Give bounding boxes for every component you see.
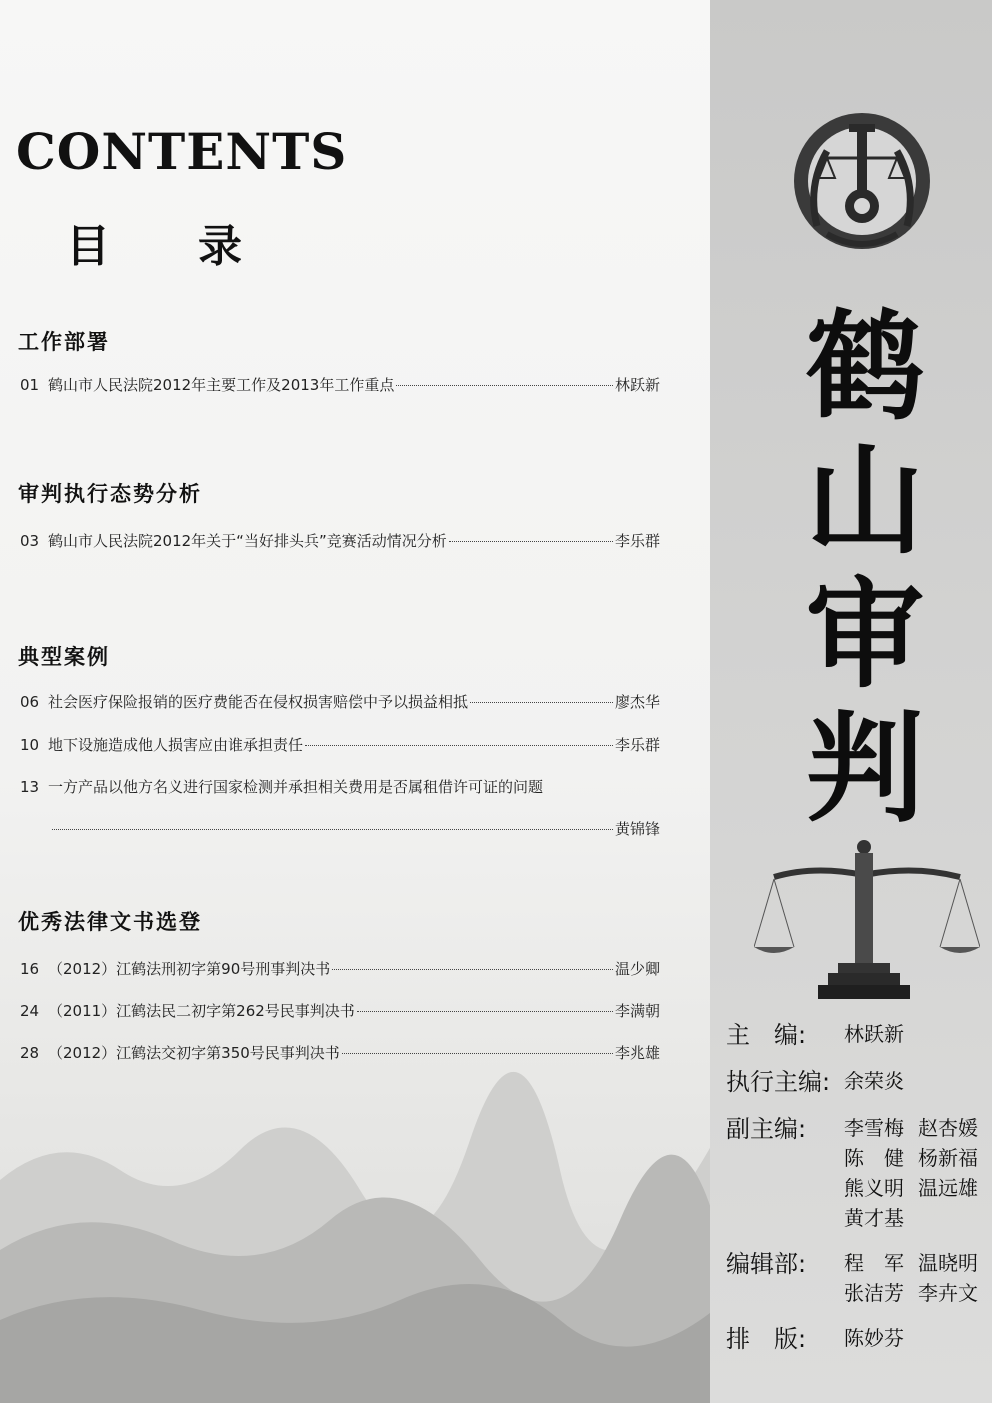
staff-name: 杨新福 [918, 1146, 978, 1170]
section-title: 典型案例 [18, 645, 110, 669]
leader-dots [305, 745, 613, 746]
leader-dots [396, 385, 613, 386]
staff-row-chief-editor [726, 1015, 992, 1050]
section-title: 优秀法律文书选登 [18, 910, 202, 934]
magazine-title-vertical [800, 297, 930, 838]
entry-author: 黄锦锋 [614, 820, 660, 838]
entry-author: 廖杰华 [614, 693, 660, 711]
entry-page: 06 [20, 693, 40, 711]
court-emblem-icon [787, 106, 937, 256]
toc-entry[interactable] [20, 958, 660, 982]
entry-author: 李乐群 [614, 736, 660, 754]
toc-entry[interactable] [20, 374, 660, 398]
staff-name: 张洁芳 [844, 1281, 904, 1305]
entry-page: 28 [20, 1044, 40, 1062]
entry-title: 鹤山市人民法院2012年关于“当好排头兵”竞赛活动情况分析 [48, 532, 447, 550]
staff-name: 程 军 [844, 1251, 904, 1275]
staff-row-editorial-dept [726, 1244, 992, 1307]
staff-row-executive-editor [726, 1062, 992, 1097]
toc-entry-continuation[interactable] [50, 818, 660, 842]
staff-name: 李卉文 [918, 1281, 978, 1305]
leader-dots [357, 1011, 613, 1012]
staff-role: 副主编: [726, 1115, 807, 1143]
entry-page: 03 [20, 532, 40, 550]
title-char: 鹤 [805, 297, 924, 436]
title-char: 判 [805, 699, 924, 838]
leader-dots [470, 702, 613, 703]
landscape-painting-image [0, 1020, 720, 1403]
staff-role: 排 版: [726, 1325, 807, 1353]
leader-dots [342, 1053, 613, 1054]
staff-names [844, 1244, 992, 1307]
entry-page: 10 [20, 736, 40, 754]
leader-dots [332, 969, 613, 970]
staff-role: 编辑部: [726, 1250, 807, 1278]
staff-names [844, 1015, 992, 1048]
leader-dots [449, 541, 613, 542]
section-title: 工作部署 [18, 330, 110, 354]
staff-name: 陈 健 [844, 1146, 904, 1170]
staff-name: 赵杏媛 [918, 1116, 978, 1140]
title-char: 审 [805, 565, 924, 704]
entry-author: 李兆雄 [614, 1044, 660, 1062]
staff-row-deputy-editors [726, 1109, 992, 1232]
entry-title: 地下设施造成他人损害应由谁承担责任 [48, 736, 304, 754]
toc-entry[interactable] [20, 1000, 660, 1024]
staff-credits [726, 1015, 992, 1366]
staff-name: 李雪梅 [844, 1116, 904, 1140]
staff-name: 陈妙芬 [844, 1326, 904, 1350]
leader-dots [52, 829, 613, 830]
staff-name: 黄才基 [844, 1206, 904, 1230]
entry-title: （2011）江鹤法民二初字第262号民事判决书 [48, 1002, 355, 1020]
staff-names [844, 1062, 992, 1095]
entry-page: 13 [20, 778, 40, 796]
entry-page: 16 [20, 960, 40, 978]
toc-entry[interactable] [20, 1042, 660, 1066]
staff-role: 执行主编: [726, 1068, 831, 1096]
staff-names [844, 1109, 992, 1232]
staff-name: 熊义明 [844, 1176, 904, 1200]
entry-title: （2012）江鹤法刑初字第90号刑事判决书 [48, 960, 331, 978]
entry-author: 李乐群 [614, 532, 660, 550]
entry-title: （2012）江鹤法交初字第350号民事判决书 [48, 1044, 340, 1062]
entry-title: 一方产品以他方名义进行国家检测并承担相关费用是否属租借许可证的问题 [48, 778, 544, 796]
contents-heading: CONTENTS [16, 122, 348, 181]
toc-entry[interactable] [20, 734, 660, 758]
toc-entry[interactable] [20, 530, 660, 554]
staff-name: 林跃新 [844, 1022, 904, 1046]
entry-author: 李满朝 [614, 1002, 660, 1020]
mulu-heading: 目录 [66, 221, 330, 272]
staff-name: 温晓明 [918, 1251, 978, 1275]
entry-title: 社会医疗保险报销的医疗费能否在侵权损害赔偿中予以损益相抵 [48, 693, 469, 711]
toc-entry[interactable] [20, 776, 660, 800]
entry-author: 林跃新 [614, 376, 660, 394]
staff-name: 温远雄 [918, 1176, 978, 1200]
entry-page: 01 [20, 376, 40, 394]
staff-name: 余荣炎 [844, 1069, 904, 1093]
entry-page: 24 [20, 1002, 40, 1020]
section-title: 审判执行态势分析 [18, 482, 202, 506]
entry-title: 鹤山市人民法院2012年主要工作及2013年工作重点 [48, 376, 395, 394]
entry-author: 温少卿 [614, 960, 660, 978]
staff-row-layout [726, 1319, 992, 1354]
scales-of-justice-icon [754, 835, 980, 1005]
toc-entry[interactable] [20, 691, 660, 715]
staff-role: 主 编: [726, 1021, 807, 1049]
staff-names [844, 1319, 992, 1352]
title-char: 山 [805, 431, 924, 570]
